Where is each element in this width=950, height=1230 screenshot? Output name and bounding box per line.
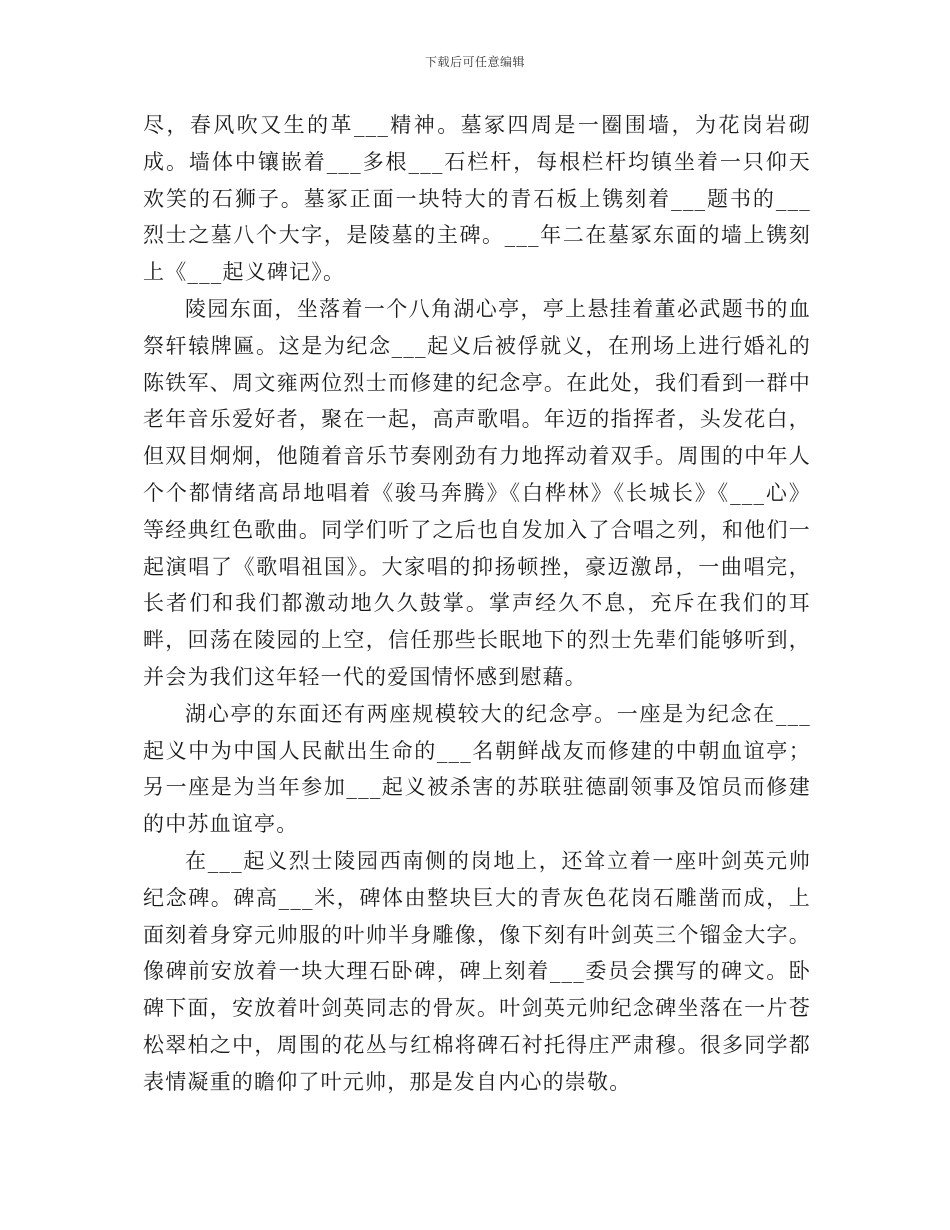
document-body bbox=[143, 107, 811, 1101]
paragraph-lake-pavilion: 陵园东面，坐落着一个八角湖心亭，亭上悬挂着董必武题书的血祭轩辕牌匾。这是为纪念___起义后被俘就义，在刑场上进行婚礼的陈铁军、周文雍两位烈士而修建的纪念亭。在此处，我们看到一群中老年音乐爱好者，聚在一起，高声歌唱。年迈的指挥者，头发花白，但双目炯炯，他随着音乐节奏刚劲有力地挥动着双手。周围的中年人个个都情绪高昂地唱着《骏马奔腾》《白桦林》《长城长》《___心》等经典红色歌曲。同学们听了之后也自发加入了合唱之列，和他们一起演唱了《歌唱祖国》。大家唱的抑扬顿挫，豪迈激昂，一曲唱完，长者们和我们都激动地久久鼓掌。掌声经久不息，充斥在我们的耳畔，回荡在陵园的上空，信任那些长眠地下的烈士先辈们能够听到，并会为我们这年轻一代的爱国情怀感到慰藉。 bbox=[143, 296, 811, 689]
page-header: 下载后可任意编辑 bbox=[424, 55, 525, 69]
paragraph-continuation: 尽，春风吹又生的革___精神。墓冢四周是一圈围墙，为花岗岩砌成。墙体中镶嵌着___多根___石栏杆，每根栏杆均镇坐着一只仰天欢笑的石狮子。墓冢正面一块特大的青石板上镌刻着___题书的___烈士之墓八个大字，是陵墓的主碑。___年二在墓冢东面的墙上镌刻上《___起义碑记》。 bbox=[143, 113, 811, 285]
paragraph-memorial-pavilions: 湖心亭的东面还有两座规模较大的纪念亭。一座是为纪念在___起义中为中国人民献出生命的___名朝鲜战友而修建的中朝血谊亭；另一座是为当年参加___起义被杀害的苏联驻德副领事及馆员而修建的中苏血谊亭。 bbox=[143, 701, 811, 837]
paragraph-ye-jianying-monument: 在___起义烈士陵园西南侧的岗地上，还耸立着一座叶剑英元帅纪念碑。碑高___米，碑体由整块巨大的青灰色花岗石雕凿而成，上面刻着身穿元帅服的叶帅半身雕像，像下刻有叶剑英三个镏金大字。像碑前安放着一块大理石卧碑，碑上刻着___委员会撰写的碑文。卧碑下面，安放着叶剑英同志的骨灰。叶剑英元帅纪念碑坐落在一片苍松翠柏之中，周围的花丛与红棉将碑石衬托得庄严肃穆。很多同学都表情凝重的瞻仰了叶元帅，那是发自内心的崇敬。 bbox=[143, 848, 811, 1094]
